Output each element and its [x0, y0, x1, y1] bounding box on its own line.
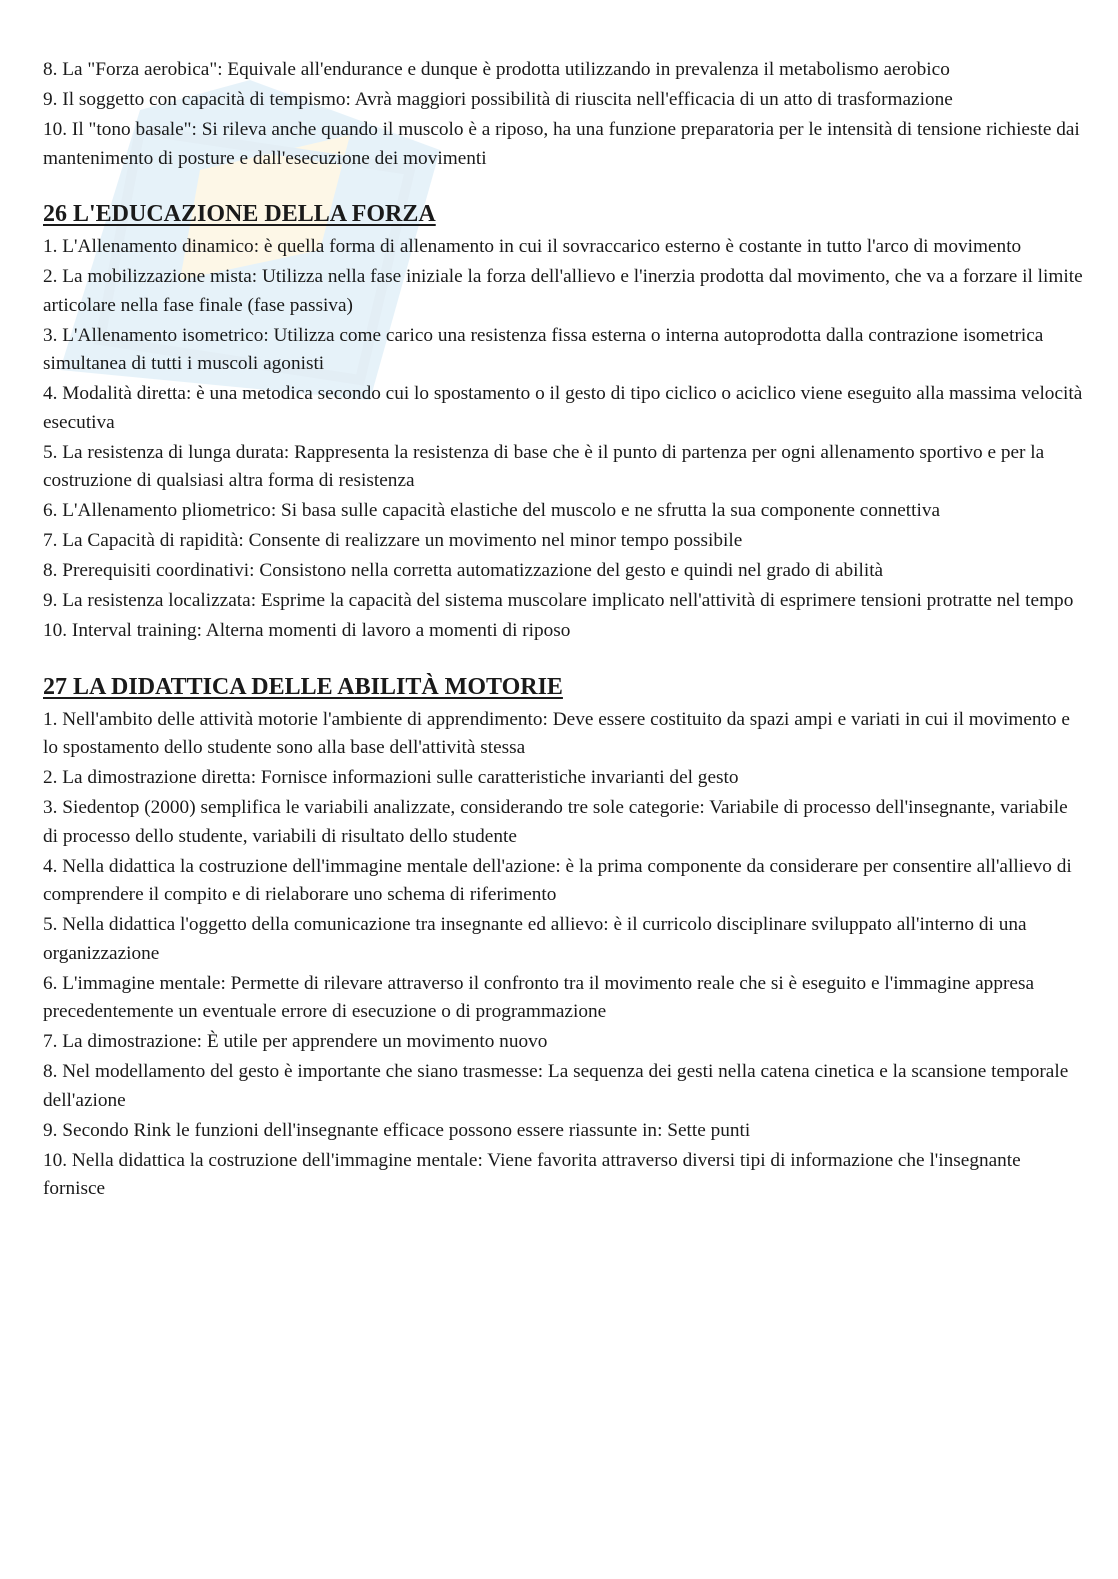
list-item: 2. La mobilizzazione mista: Utilizza nella fase iniziale la forza dell'allievo e l'inerzia prodotta dal movimento, che va a forzare il limite articolare nella fase finale (fase passiva) — [43, 266, 1083, 316]
list-item: 6. L'immagine mentale: Permette di rilevare attraverso il confronto tra il movimento reale che si è eseguito e l'immagine appresa precedentemente un eventuale errore di esecuzione o di programmazione — [43, 972, 1035, 1022]
list-item: 8. Prerequisiti coordinativi: Consistono nella corretta automatizzazione del gesto e quindi nel grado di abilità — [43, 560, 884, 581]
list-item: 8. Nel modellamento del gesto è importante che siano trasmesse: La sequenza dei gesti nella catena cinetica e la scansione temporale dell'azione — [43, 1061, 1069, 1111]
list-item: 9. Il soggetto con capacità di tempismo: Avrà maggiori possibilità di riuscita nell'efficacia di un atto di trasformazione — [43, 89, 953, 110]
list-item: 7. La dimostrazione: È utile per apprendere un movimento nuovo — [43, 1031, 548, 1052]
list-item: 7. La Capacità di rapidità: Consente di realizzare un movimento nel minor tempo possibile — [43, 530, 743, 551]
list-item: 4. Modalità diretta: è una metodica secondo cui lo spostamento o il gesto di tipo ciclico o aciclico viene eseguito alla massima velocità esecutiva — [43, 383, 1083, 433]
list-item: 9. La resistenza localizzata: Esprime la capacità del sistema muscolare implicato nell'attività di esprimere tensioni protratte nel tempo — [43, 590, 1074, 611]
list-item: 5. Nella didattica l'oggetto della comunicazione tra insegnante ed allievo: è il curricolo disciplinare sviluppato all'interno di una organizzazione — [43, 914, 1027, 964]
section-heading: 26 L'EDUCAZIONE DELLA FORZA — [43, 201, 436, 227]
list-item: 3. L'Allenamento isometrico: Utilizza come carico una resistenza fissa esterna o interna autoprodotta dalla contrazione isometrica simultanea di tutti i muscoli agonisti — [43, 324, 1044, 374]
list-item: 10. Nella didattica la costruzione dell'immagine mentale: Viene favorita attraverso diversi tipi di informazione che l'insegnante fornisce — [43, 1149, 1021, 1199]
list-item: 6. L'Allenamento pliometrico: Si basa sulle capacità elastiche del muscolo e ne sfrutta la sua componente connettiva — [43, 500, 941, 521]
list-item: 5. La resistenza di lunga durata: Rappresenta la resistenza di base che è il punto di partenza per ogni allenamento sportivo e per la costruzione di qualsiasi altra forma di resistenza — [43, 441, 1045, 491]
section-heading: 27 LA DIDATTICA DELLE ABILITÀ MOTORIE — [43, 673, 563, 700]
list-item: 2. La dimostrazione diretta: Fornisce informazioni sulle caratteristiche invarianti del gesto — [43, 767, 739, 788]
list-item: 3. Siedentop (2000) semplifica le variabili analizzate, considerando tre sole categorie: Variabile di processo dell'insegnante, variabile di processo dello studente, variabili di risultato dello studente — [43, 797, 1068, 847]
section-forza — [43, 199, 1083, 646]
intro-section — [43, 56, 1083, 173]
list-item: 10. Interval training: Alterna momenti di lavoro a momenti di riposo — [43, 620, 571, 641]
list-item: 9. Secondo Rink le funzioni dell'insegnante efficace possono essere riassunte in: Sette punti — [43, 1119, 751, 1141]
list-item: 1. Nell'ambito delle attività motorie l'ambiente di apprendimento: Deve essere costituito da spazi ampi e variati in cui il movimento e lo spostamento dello studente sono alla base dell'attività stessa — [43, 708, 1070, 758]
list-item: 1. L'Allenamento dinamico: è quella forma di allenamento in cui il sovraccarico esterno è costante in tutto l'arco di movimento — [43, 236, 1022, 257]
section-didattica — [43, 672, 1083, 1204]
list-item: 8. La "Forza aerobica": Equivale all'endurance e dunque è prodotta utilizzando in prevalenza il metabolismo aerobico — [43, 59, 950, 80]
document-page — [43, 56, 1083, 1205]
list-item: 10. Il "tono basale": Si rileva anche quando il muscolo è a riposo, ha una funzione preparatoria per le intensità di tensione richieste dai mantenimento di posture e dall'esecuzione dei movimenti — [43, 119, 1080, 169]
list-item: 4. Nella didattica la costruzione dell'immagine mentale dell'azione: è la prima componente da considerare per consentire all'allievo di comprendere il compito e di rielaborare uno schema di riferimento — [43, 855, 1072, 905]
